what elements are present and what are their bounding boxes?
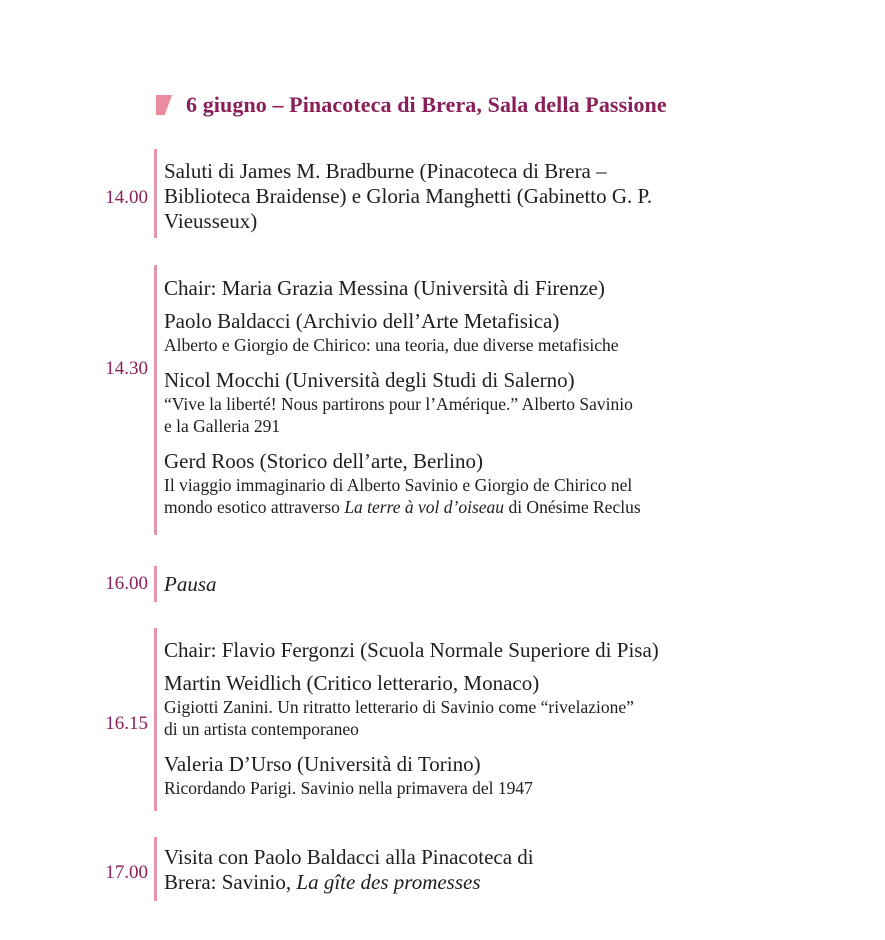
talk-title: “Vive la liberté! Nous partirons pour l’Amérique.” Alberto Savinio	[164, 394, 633, 414]
section-title: 6 giugno – Pinacoteca di Brera, Sala della Passione	[186, 92, 667, 117]
speaker-name: Gerd Roos (Storico dell’arte, Berlino)	[164, 449, 483, 473]
speaker-name: Nicol Mocchi (Università degli Studi di Salerno)	[164, 368, 575, 392]
talk-title: di un artista contemporaneo	[164, 719, 359, 739]
session-text-line	[164, 870, 534, 895]
talk-title-suffix: di Onésime Reclus	[504, 497, 641, 517]
talk-title: Gigiotti Zanini. Un ritratto letterario di Savinio come “rivelazione”	[164, 697, 634, 717]
chair-line: Chair: Maria Grazia Messina (Università di Firenze)	[164, 276, 605, 300]
session-block	[154, 628, 659, 811]
talk-title	[164, 496, 641, 518]
session-text-line: Biblioteca Braidense) e Gloria Manghetti (Gabinetto G. P.	[164, 184, 653, 208]
session-text-line: Saluti di James M. Bradburne (Pinacoteca di Brera –	[164, 159, 607, 183]
session-time: 14.30	[105, 358, 148, 379]
talk-title-prefix: mondo esotico attraverso	[164, 497, 345, 517]
session-block	[154, 566, 217, 602]
chair-line: Chair: Flavio Fergonzi (Scuola Normale Superiore di Pisa)	[164, 638, 659, 662]
session-text-line: Vieusseux)	[164, 209, 258, 233]
flag-marker-icon	[156, 95, 172, 115]
talk-title: Alberto e Giorgio de Chirico: una teoria, due diverse metafisiche	[164, 335, 619, 355]
talk-title: Ricordando Parigi. Savinio nella primavera del 1947	[164, 778, 533, 798]
pause-label: Pausa	[164, 572, 217, 596]
session-block	[154, 837, 534, 901]
session-time: 17.00	[105, 862, 148, 883]
talk-title: e la Galleria 291	[164, 416, 281, 436]
artwork-title: La gîte des promesses	[296, 870, 481, 894]
speaker-name: Paolo Baldacci (Archivio dell’Arte Metafisica)	[164, 309, 560, 333]
session-time: 16.00	[105, 573, 148, 594]
book-title: La terre à vol d’oiseau	[344, 497, 505, 517]
visit-prefix: Brera: Savinio,	[164, 870, 297, 894]
session-time: 14.00	[105, 187, 148, 208]
talk-title: Il viaggio immaginario di Alberto Savinio e Giorgio de Chirico nel	[164, 475, 633, 495]
session-block	[154, 149, 652, 238]
session-time: 16.15	[105, 713, 148, 734]
session-block	[154, 265, 641, 535]
speaker-name: Valeria D’Urso (Università di Torino)	[164, 752, 481, 776]
speaker-name: Martin Weidlich (Critico letterario, Monaco)	[164, 671, 540, 695]
session-text-line: Visita con Paolo Baldacci alla Pinacoteca di	[164, 845, 534, 869]
